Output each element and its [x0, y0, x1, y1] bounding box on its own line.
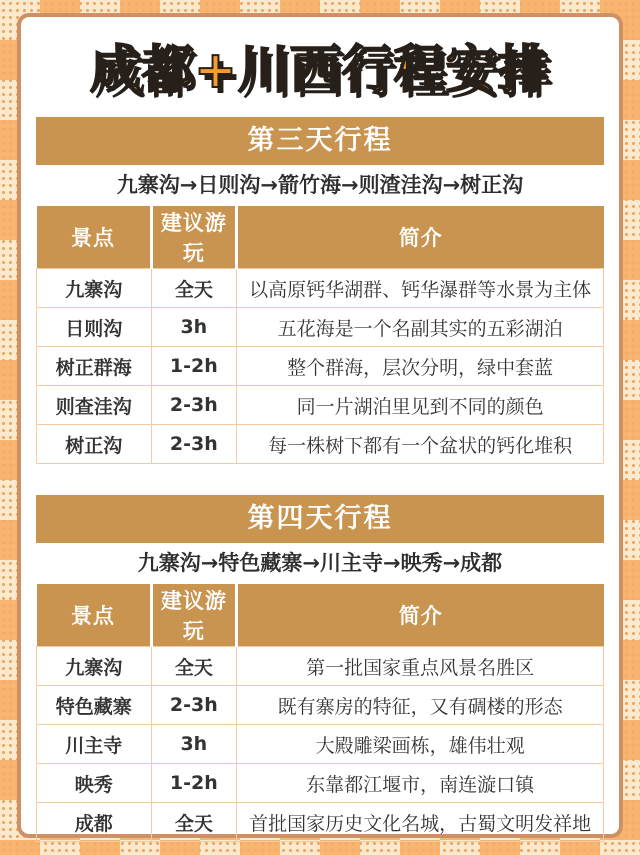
table-row [37, 764, 604, 803]
duration-cell: 3h [151, 308, 237, 347]
duration-cell: 全天 [151, 803, 237, 842]
table-row [37, 425, 604, 464]
intro-cell: 同一片湖泊里见到不同的颜色 [237, 386, 604, 425]
spot-name-cell: 树正沟 [37, 425, 152, 464]
day3-route-summary: 九寨沟→日则沟→箭竹海→则渣洼沟→树正沟 [36, 165, 604, 206]
intro-cell: 东靠都江堰市，南连漩口镇 [237, 764, 604, 803]
intro-cell: 既有寨房的特征，又有碉楼的形态 [237, 686, 604, 725]
intro-cell: 大殿雕梁画栋，雄伟壮观 [237, 725, 604, 764]
day4-table [36, 584, 604, 842]
column-header-spot: 景点 [37, 206, 152, 269]
table-row [37, 386, 604, 425]
day4-itinerary-section [36, 495, 604, 842]
spot-name-cell: 则查洼沟 [37, 386, 152, 425]
column-header-duration: 建议游玩 [151, 206, 237, 269]
spot-name-cell: 日则沟 [37, 308, 152, 347]
table-header-row [37, 206, 604, 269]
duration-cell: 2-3h [151, 386, 237, 425]
column-header-spot: 景点 [37, 584, 152, 647]
spot-name-cell: 川主寺 [37, 725, 152, 764]
duration-cell: 3h [151, 725, 237, 764]
page-title: 成都+川西行程安排 [90, 41, 550, 100]
day3-table [36, 206, 604, 464]
duration-cell: 2-3h [151, 686, 237, 725]
intro-cell: 每一株树下都有一个盆状的钙化堆积 [237, 425, 604, 464]
spot-name-cell: 九寨沟 [37, 647, 152, 686]
duration-cell: 1-2h [151, 347, 237, 386]
intro-cell: 首批国家历史文化名城，古蜀文明发祥地 [237, 803, 604, 842]
day3-itinerary-section [36, 117, 604, 464]
table-row [37, 647, 604, 686]
column-header-intro: 简介 [237, 584, 604, 647]
table-row [37, 347, 604, 386]
table-row [37, 308, 604, 347]
duration-cell: 1-2h [151, 764, 237, 803]
intro-cell: 第一批国家重点风景名胜区 [237, 647, 604, 686]
spot-name-cell: 成都 [37, 803, 152, 842]
table-row [37, 269, 604, 308]
spot-name-cell: 映秀 [37, 764, 152, 803]
duration-cell: 全天 [151, 269, 237, 308]
table-row [37, 725, 604, 764]
table-row [37, 803, 604, 842]
day4-route-summary: 九寨沟→特色藏寨→川主寺→映秀→成都 [36, 543, 604, 584]
spot-name-cell: 树正群海 [37, 347, 152, 386]
intro-cell: 以高原钙华湖群、钙华瀑群等水景为主体 [237, 269, 604, 308]
table-row [37, 686, 604, 725]
duration-cell: 全天 [151, 647, 237, 686]
day4-header: 第四天行程 [36, 495, 604, 543]
table-header-row [37, 584, 604, 647]
column-header-intro: 简介 [237, 206, 604, 269]
intro-cell: 整个群海，层次分明，绿中套蓝 [237, 347, 604, 386]
duration-cell: 2-3h [151, 425, 237, 464]
spot-name-cell: 特色藏寨 [37, 686, 152, 725]
day3-header: 第三天行程 [36, 117, 604, 165]
content-card [17, 13, 623, 838]
column-header-duration: 建议游玩 [151, 584, 237, 647]
spot-name-cell: 九寨沟 [37, 269, 152, 308]
intro-cell: 五花海是一个名副其实的五彩湖泊 [237, 308, 604, 347]
